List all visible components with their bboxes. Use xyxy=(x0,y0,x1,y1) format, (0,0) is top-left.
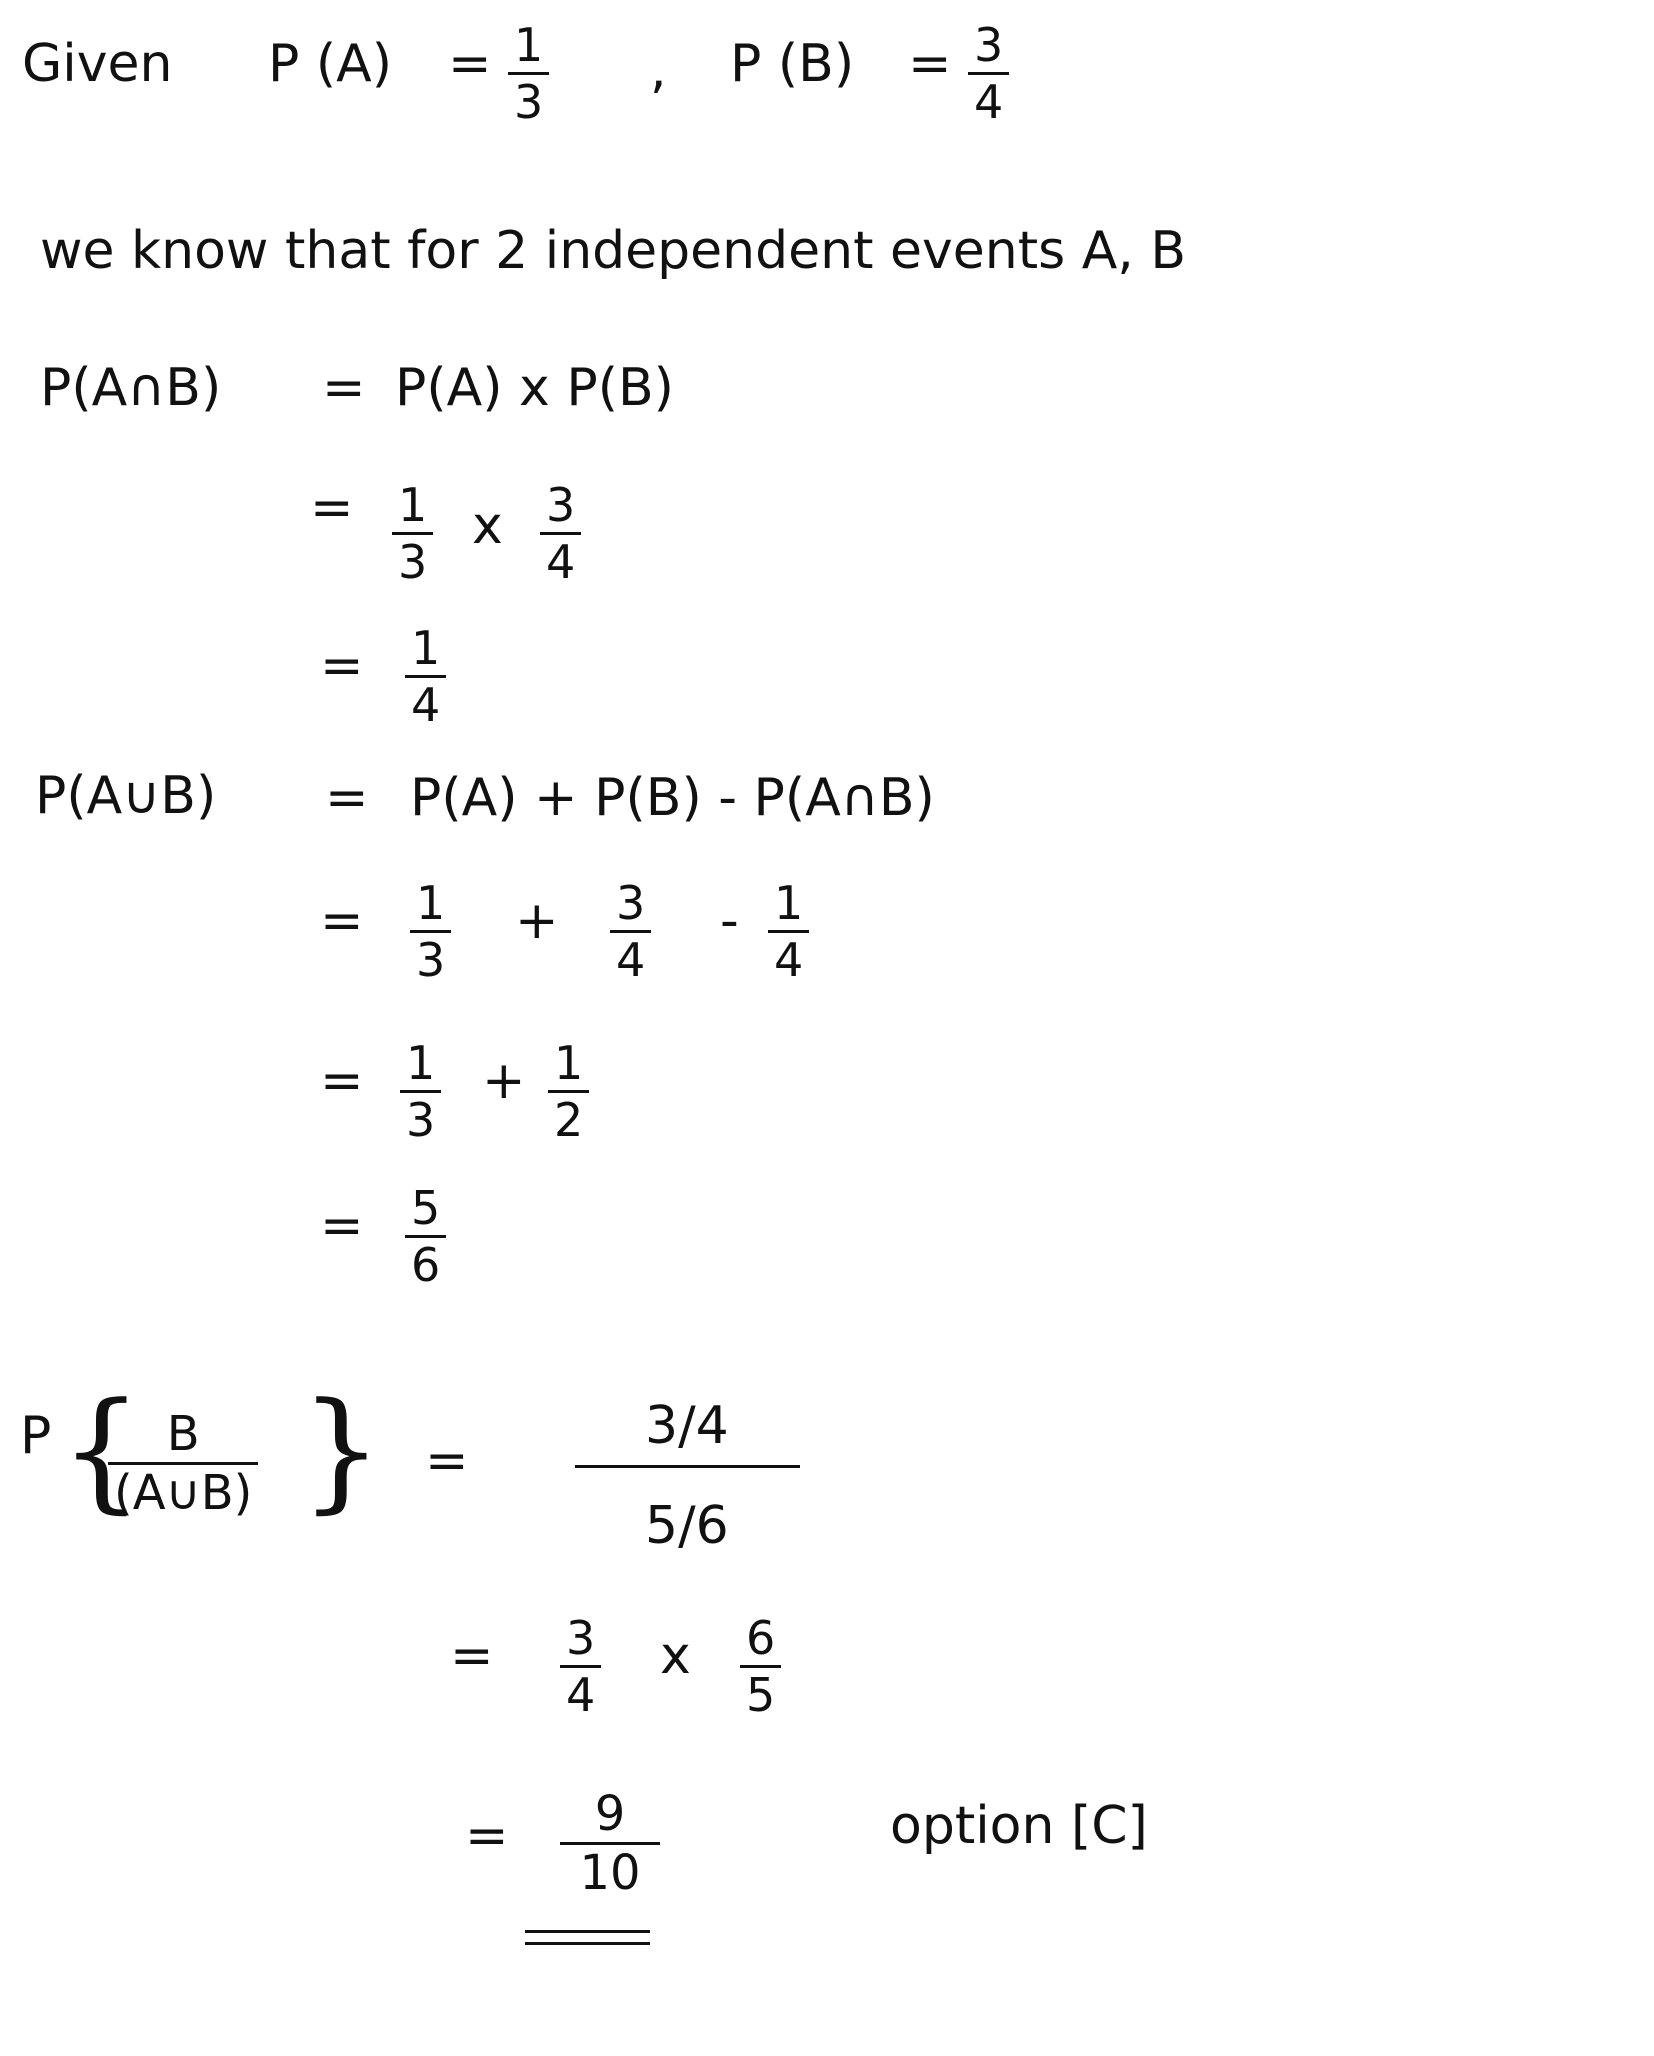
union-rule: P(A) + P(B) - P(A∩B) xyxy=(410,768,935,828)
fraction-denominator: 4 xyxy=(974,75,1004,129)
conditional-inner-fraction xyxy=(108,1406,258,1521)
equals-sign: = xyxy=(320,891,364,951)
equals-sign: = xyxy=(320,1196,364,1256)
step1-fraction-a xyxy=(392,478,433,589)
fraction-numerator: 1 xyxy=(406,1036,436,1090)
times-sign: x xyxy=(660,1626,691,1686)
equals-sign: = xyxy=(425,1431,469,1491)
union-lhs: P(A∪B) xyxy=(35,766,217,826)
fraction-numerator: 1 xyxy=(398,478,428,532)
times-sign: x xyxy=(472,496,503,556)
fraction-numerator: 9 xyxy=(594,1786,626,1842)
step1-fraction-b xyxy=(540,478,581,589)
fraction-denominator: 3 xyxy=(514,75,544,129)
fraction-numerator: 3 xyxy=(974,18,1004,72)
ratio-numerator: 3/4 xyxy=(645,1396,729,1456)
fraction-denominator: 6 xyxy=(411,1238,441,1292)
equals-sign: = xyxy=(465,1806,509,1866)
fraction-denominator: 4 xyxy=(411,678,441,732)
intersection-result xyxy=(405,621,446,732)
fraction-numerator: 3 xyxy=(546,478,576,532)
union-result xyxy=(405,1181,446,1292)
intersection-rule: P(A) x P(B) xyxy=(395,358,674,418)
union-step1-fraction-a xyxy=(410,876,451,987)
left-brace: { xyxy=(60,1374,143,1526)
comma: , xyxy=(650,40,667,100)
fraction-denominator: 4 xyxy=(774,933,804,987)
equals-sign: = xyxy=(908,34,952,94)
ratio-denominator: 5/6 xyxy=(645,1496,729,1556)
union-step2-fraction-b xyxy=(548,1036,589,1147)
fraction-numerator: 3 xyxy=(616,876,646,930)
conditional-step-fraction-a xyxy=(560,1611,601,1722)
equals-sign: = xyxy=(325,768,369,828)
independence-statement: we know that for 2 independent events A, B xyxy=(40,221,1187,281)
fraction-numerator: 3 xyxy=(566,1611,596,1665)
fraction-denominator: 2 xyxy=(554,1093,584,1147)
minus-sign: - xyxy=(720,891,739,951)
fraction-numerator: 5 xyxy=(411,1181,441,1235)
right-brace: } xyxy=(300,1374,383,1526)
ratio-bar xyxy=(575,1465,800,1468)
fraction-numerator: 6 xyxy=(746,1611,776,1665)
fraction-denominator: 3 xyxy=(398,535,428,589)
fraction-numerator: 1 xyxy=(514,18,544,72)
equals-sign: = xyxy=(450,1626,494,1686)
conditional-p: P xyxy=(20,1406,52,1466)
conditional-result xyxy=(560,1786,660,1901)
pa-label: P (A) xyxy=(268,34,393,94)
pb-label: P (B) xyxy=(730,34,855,94)
answer-option: option [C] xyxy=(890,1796,1148,1856)
plus-sign: + xyxy=(482,1051,526,1111)
fraction-numerator: 1 xyxy=(774,876,804,930)
fraction-numerator: 1 xyxy=(416,876,446,930)
given-label: Given xyxy=(22,34,173,94)
fraction-denominator: 3 xyxy=(416,933,446,987)
union-step1-fraction-b xyxy=(610,876,651,987)
fraction-denominator: 3 xyxy=(406,1093,436,1147)
union-step2-fraction-a xyxy=(400,1036,441,1147)
equals-sign: = xyxy=(322,358,366,418)
result-underline-2 xyxy=(525,1942,650,1945)
intersection-lhs: P(A∩B) xyxy=(40,358,222,418)
conditional-step-fraction-b xyxy=(740,1611,781,1722)
pa-fraction xyxy=(508,18,549,129)
fraction-numerator: 1 xyxy=(554,1036,584,1090)
fraction-numerator: 1 xyxy=(411,621,441,675)
fraction-denominator: 4 xyxy=(616,933,646,987)
fraction-denominator: (A∪B) xyxy=(114,1465,253,1521)
fraction-numerator: B xyxy=(166,1406,200,1462)
fraction-denominator: 5 xyxy=(746,1668,776,1722)
equals-sign: = xyxy=(448,34,492,94)
equals-sign: = xyxy=(310,478,354,538)
equals-sign: = xyxy=(320,636,364,696)
fraction-denominator: 4 xyxy=(566,1668,596,1722)
plus-sign: + xyxy=(515,891,559,951)
result-underline-1 xyxy=(525,1930,650,1933)
pb-fraction xyxy=(968,18,1009,129)
fraction-denominator: 10 xyxy=(579,1845,641,1901)
union-step1-fraction-c xyxy=(768,876,809,987)
fraction-denominator: 4 xyxy=(546,535,576,589)
equals-sign: = xyxy=(320,1051,364,1111)
